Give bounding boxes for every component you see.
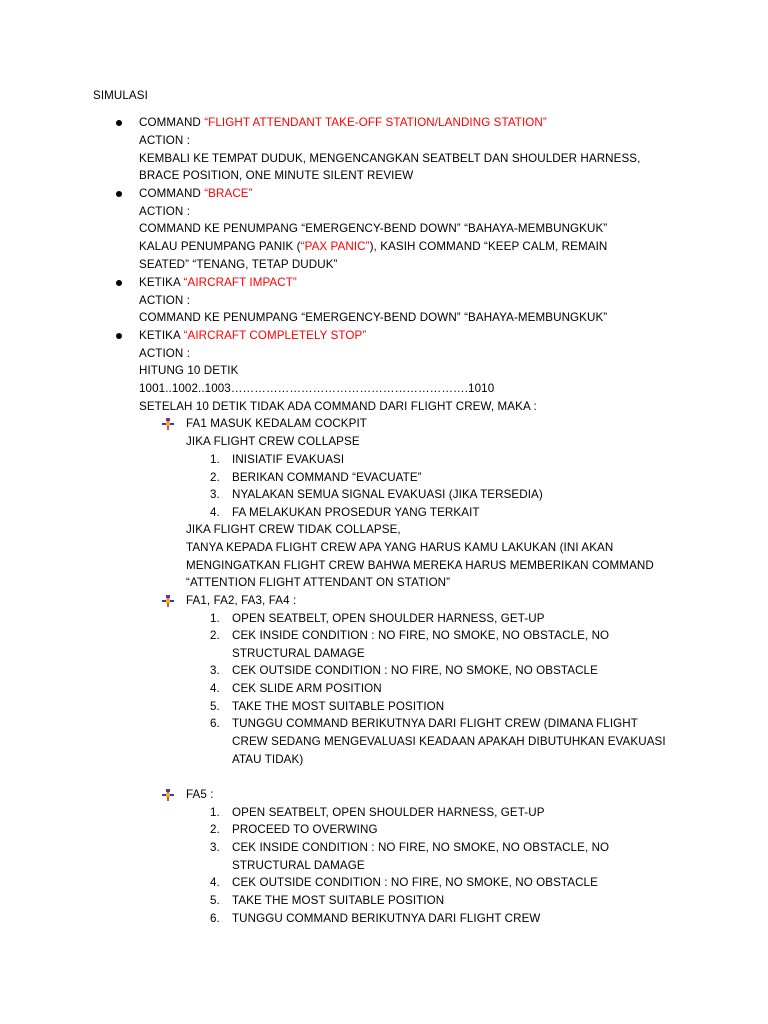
section-command-emphasis: “FLIGHT ATTENDANT TAKE-OFF STATION/LANDING STATION” (204, 116, 547, 129)
section-command-emphasis: “BRACE” (204, 187, 253, 200)
bullet-icon (116, 280, 122, 286)
list-number: 2. (210, 823, 220, 836)
section-command-label: COMMAND (139, 187, 205, 200)
list-item-continuation: STRUCTURAL DAMAGE (232, 859, 365, 872)
list-number: 5. (210, 894, 220, 907)
list-number: 1. (210, 612, 220, 625)
body-line: COMMAND KE PENUMPANG “EMERGENCY-BEND DOWN” “BAHAYA-MEMBUNGKUK” (139, 222, 608, 235)
list-item: TUNGGU COMMAND BERIKUTNYA DARI FLIGHT CREW (DIMANA FLIGHT (232, 717, 638, 730)
section-command-emphasis: “AIRCRAFT COMPLETELY STOP” (183, 329, 367, 342)
list-item: CEK INSIDE CONDITION : NO FIRE, NO SMOKE, NO OBSTACLE, NO (232, 629, 610, 642)
list-number: 4. (210, 682, 220, 695)
list-item: CEK SLIDE ARM POSITION (232, 682, 382, 695)
body-text: ), KASIH COMMAND “KEEP CALM, REMAIN (369, 240, 608, 253)
section-command-label: KETIKA (139, 329, 184, 342)
list-item-continuation: CREW SEDANG MENGEVALUASI KEADAAN APAKAH DIBUTUHKAN EVAKUASI (232, 735, 666, 748)
list-number: 1. (210, 453, 220, 466)
list-item-continuation: STRUCTURAL DAMAGE (232, 647, 365, 660)
body-line: SEATED” “TENANG, TETAP DUDUK” (139, 258, 338, 271)
list-number: 2. (210, 629, 220, 642)
list-item: NYALAKAN SEMUA SIGNAL EVAKUASI (JIKA TERSEDIA) (232, 488, 543, 501)
body-line (139, 240, 607, 254)
list-number: 6. (210, 912, 220, 925)
action-label: ACTION : (139, 347, 191, 360)
list-item: OPEN SEATBELT, OPEN SHOULDER HARNESS, GET-UP (232, 806, 545, 819)
list-number: 3. (210, 488, 220, 501)
list-item: TAKE THE MOST SUITABLE POSITION (232, 700, 445, 713)
bullet-icon (116, 120, 122, 126)
body-line: HITUNG 10 DETIK (139, 364, 239, 377)
four-arrows-icon (162, 595, 174, 607)
action-label: ACTION : (139, 205, 191, 218)
body-line: 1001..1002..1003…………………………………………………….1010 (139, 382, 495, 395)
list-item: CEK OUTSIDE CONDITION : NO FIRE, NO SMOKE, NO OBSTACLE (232, 876, 598, 889)
list-number: 4. (210, 876, 220, 889)
body-line: JIKA FLIGHT CREW TIDAK COLLAPSE, (186, 523, 401, 536)
body-line: BRACE POSITION, ONE MINUTE SILENT REVIEW (139, 169, 414, 182)
bullet-icon (116, 333, 122, 339)
list-item: CEK OUTSIDE CONDITION : NO FIRE, NO SMOKE, NO OBSTACLE (232, 664, 598, 677)
section-command-emphasis: “AIRCRAFT IMPACT” (183, 276, 297, 289)
list-number: 2. (210, 471, 220, 484)
list-number: 3. (210, 841, 220, 854)
page-title: SIMULASI (93, 89, 148, 102)
sub-heading: FA1, FA2, FA3, FA4 : (186, 594, 297, 607)
section-heading (139, 116, 547, 130)
list-item: BERIKAN COMMAND “EVACUATE” (232, 471, 422, 484)
bullet-icon (116, 191, 122, 197)
list-number: 3. (210, 664, 220, 677)
action-label: ACTION : (139, 134, 191, 147)
sub-heading: FA5 : (186, 788, 214, 801)
list-number: 5. (210, 700, 220, 713)
section-heading (139, 329, 366, 343)
body-line: SETELAH 10 DETIK TIDAK ADA COMMAND DARI FLIGHT CREW, MAKA : (139, 400, 537, 413)
body-line: MENGINGATKAN FLIGHT CREW BAHWA MEREKA HARUS MEMBERIKAN COMMAND (186, 559, 654, 572)
action-label: ACTION : (139, 294, 191, 307)
list-number: 6. (210, 717, 220, 730)
body-line: “ATTENTION FLIGHT ATTENDANT ON STATION” (186, 576, 451, 589)
body-text: KALAU PENUMPANG PANIK ( (139, 240, 301, 253)
body-line: TANYA KEPADA FLIGHT CREW APA YANG HARUS KAMU LAKUKAN (INI AKAN (186, 541, 614, 554)
body-line: KEMBALI KE TEMPAT DUDUK, MENGENCANGKAN SEATBELT DAN SHOULDER HARNESS, (139, 152, 641, 165)
list-item: INISIATIF EVAKUASI (232, 453, 345, 466)
section-heading (139, 276, 297, 290)
list-number: 1. (210, 806, 220, 819)
list-item: FA MELAKUKAN PROSEDUR YANG TERKAIT (232, 506, 480, 519)
section-command-label: KETIKA (139, 276, 184, 289)
body-line: JIKA FLIGHT CREW COLLAPSE (186, 435, 360, 448)
section-command-label: COMMAND (139, 116, 205, 129)
list-item: CEK INSIDE CONDITION : NO FIRE, NO SMOKE, NO OBSTACLE, NO (232, 841, 610, 854)
section-heading (139, 187, 253, 201)
body-line: COMMAND KE PENUMPANG “EMERGENCY-BEND DOWN” “BAHAYA-MEMBUNGKUK” (139, 311, 608, 324)
list-item: TAKE THE MOST SUITABLE POSITION (232, 894, 445, 907)
sub-heading: FA1 MASUK KEDALAM COCKPIT (186, 417, 367, 430)
list-item-continuation: ATAU TIDAK) (232, 753, 304, 766)
list-item: PROCEED TO OVERWING (232, 823, 378, 836)
four-arrows-icon (162, 789, 174, 801)
body-emphasis: “PAX PANIC” (300, 240, 370, 253)
list-number: 4. (210, 506, 220, 519)
list-item: TUNGGU COMMAND BERIKUTNYA DARI FLIGHT CREW (232, 912, 541, 925)
four-arrows-icon (162, 418, 174, 430)
list-item: OPEN SEATBELT, OPEN SHOULDER HARNESS, GET-UP (232, 612, 545, 625)
